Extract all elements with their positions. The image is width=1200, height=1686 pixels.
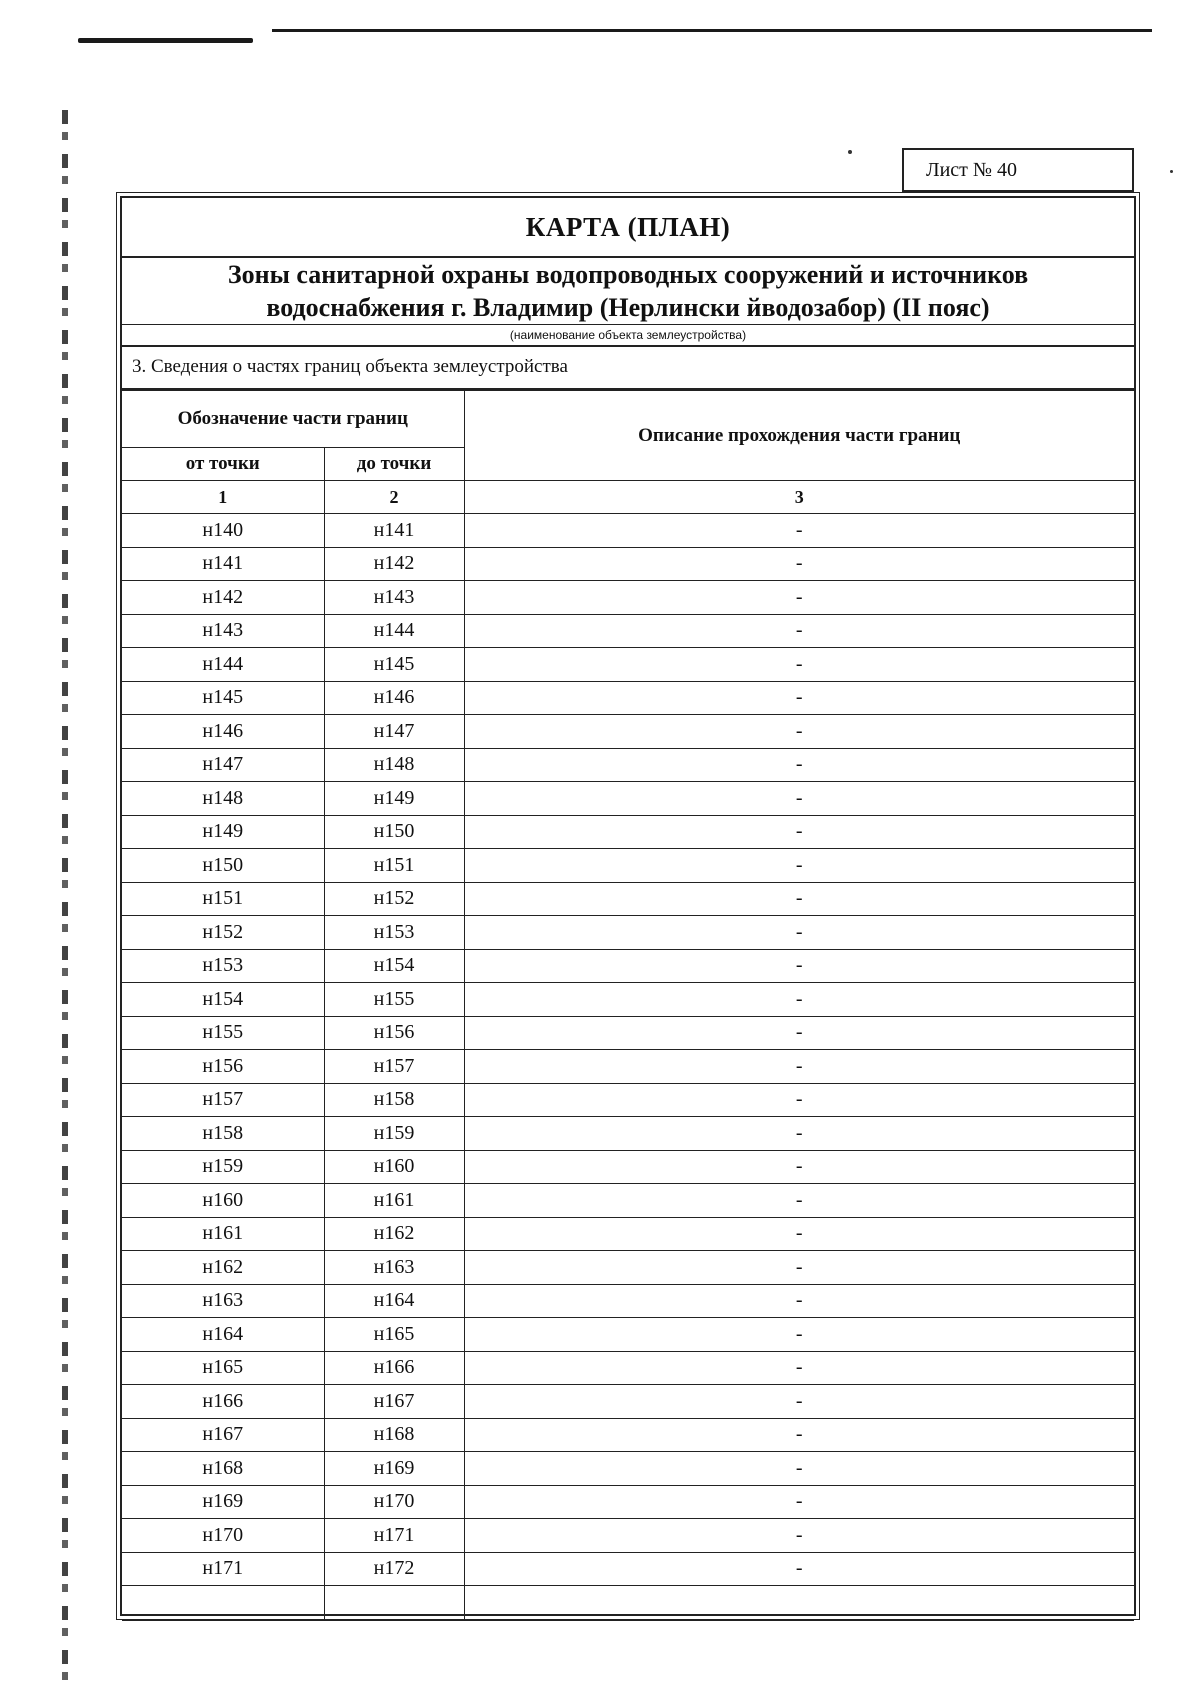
cell-from: н154	[122, 983, 324, 1017]
table-row	[122, 1083, 1134, 1117]
cell-desc: -	[464, 1083, 1134, 1117]
cell-from: н159	[122, 1150, 324, 1184]
cell-desc: -	[464, 1385, 1134, 1419]
cell-desc: -	[464, 547, 1134, 581]
table-row	[122, 1050, 1134, 1084]
table-row	[122, 815, 1134, 849]
column-number-2: 2	[324, 481, 464, 514]
cell-from: н153	[122, 949, 324, 983]
cell-from: н142	[122, 581, 324, 615]
cell-to: н166	[324, 1351, 464, 1385]
cell-desc: -	[464, 581, 1134, 615]
cell-to: н154	[324, 949, 464, 983]
cell-to: н160	[324, 1150, 464, 1184]
cell-from: н145	[122, 681, 324, 715]
cell-desc: -	[464, 782, 1134, 816]
header-to-point: до точки	[324, 448, 464, 481]
empty-cell	[464, 1586, 1134, 1621]
scan-artifact-edge	[62, 110, 68, 1680]
scan-artifact-speck	[1170, 170, 1173, 173]
table-row	[122, 1318, 1134, 1352]
cell-from: н167	[122, 1418, 324, 1452]
cell-from: н163	[122, 1284, 324, 1318]
cell-desc: -	[464, 1452, 1134, 1486]
cell-to: н153	[324, 916, 464, 950]
cell-to: н143	[324, 581, 464, 615]
table-row	[122, 983, 1134, 1017]
cell-to: н156	[324, 1016, 464, 1050]
cell-from: н166	[122, 1385, 324, 1419]
table-row	[122, 1150, 1134, 1184]
table-row	[122, 614, 1134, 648]
cell-to: н164	[324, 1284, 464, 1318]
cell-to: н141	[324, 514, 464, 548]
cell-from: н147	[122, 748, 324, 782]
cell-to: н144	[324, 614, 464, 648]
cell-from: н141	[122, 547, 324, 581]
cell-desc: -	[464, 748, 1134, 782]
cell-desc: -	[464, 882, 1134, 916]
cell-desc: -	[464, 1050, 1134, 1084]
sheet-number-box	[902, 148, 1134, 192]
cell-desc: -	[464, 715, 1134, 749]
cell-from: н150	[122, 849, 324, 883]
cell-desc: -	[464, 1519, 1134, 1553]
cell-to: н169	[324, 1452, 464, 1486]
cell-from: н171	[122, 1552, 324, 1586]
cell-from: н152	[122, 916, 324, 950]
cell-from: н170	[122, 1519, 324, 1553]
table-row	[122, 1016, 1134, 1050]
empty-cell	[324, 1586, 464, 1621]
cell-to: н155	[324, 983, 464, 1017]
empty-cell	[122, 1586, 324, 1621]
object-name-line-1: Зоны санитарной охраны водопроводных сооружений и источников	[227, 260, 1029, 289]
cell-from: н165	[122, 1351, 324, 1385]
cell-desc: -	[464, 1117, 1134, 1151]
table-row	[122, 681, 1134, 715]
cell-to: н170	[324, 1485, 464, 1519]
table-row	[122, 916, 1134, 950]
cell-desc: -	[464, 983, 1134, 1017]
cell-to: н163	[324, 1251, 464, 1285]
cell-from: н169	[122, 1485, 324, 1519]
cell-desc: -	[464, 648, 1134, 682]
cell-from: н146	[122, 715, 324, 749]
object-caption: (наименование объекта землеустройства)	[122, 324, 1134, 347]
table-row	[122, 1385, 1134, 1419]
header-from-point: от точки	[122, 448, 324, 481]
table-row	[122, 1351, 1134, 1385]
cell-to: н147	[324, 715, 464, 749]
cell-to: н165	[324, 1318, 464, 1352]
cell-desc: -	[464, 514, 1134, 548]
cell-desc: -	[464, 1251, 1134, 1285]
cell-to: н158	[324, 1083, 464, 1117]
cell-desc: -	[464, 815, 1134, 849]
cell-desc: -	[464, 916, 1134, 950]
cell-desc: -	[464, 614, 1134, 648]
cell-from: н143	[122, 614, 324, 648]
table-row	[122, 1519, 1134, 1553]
cell-desc: -	[464, 1150, 1134, 1184]
cell-desc: -	[464, 1418, 1134, 1452]
object-name	[122, 256, 1134, 324]
cell-to: н159	[324, 1117, 464, 1151]
cell-to: н145	[324, 648, 464, 682]
table-row	[122, 1284, 1134, 1318]
table-row	[122, 648, 1134, 682]
document-frame	[120, 196, 1136, 1616]
table-row	[122, 849, 1134, 883]
cell-from: н155	[122, 1016, 324, 1050]
cell-to: н142	[324, 547, 464, 581]
cell-to: н172	[324, 1552, 464, 1586]
cell-to: н171	[324, 1519, 464, 1553]
cell-from: н164	[122, 1318, 324, 1352]
table-row	[122, 1117, 1134, 1151]
cell-desc: -	[464, 1552, 1134, 1586]
cell-desc: -	[464, 681, 1134, 715]
cell-to: н150	[324, 815, 464, 849]
table-row	[122, 1485, 1134, 1519]
cell-from: н151	[122, 882, 324, 916]
table-row	[122, 1452, 1134, 1486]
cell-desc: -	[464, 1485, 1134, 1519]
table-row	[122, 748, 1134, 782]
page-title: КАРТА (ПЛАН)	[122, 198, 1134, 258]
cell-from: н158	[122, 1117, 324, 1151]
scan-artifact-line	[78, 38, 253, 43]
cell-desc: -	[464, 1351, 1134, 1385]
cell-to: н157	[324, 1050, 464, 1084]
scan-artifact-speck	[848, 150, 852, 154]
header-boundary-designation: Обозначение части границ	[122, 391, 464, 448]
table-header-row	[122, 391, 1134, 448]
cell-from: н156	[122, 1050, 324, 1084]
cell-desc: -	[464, 1016, 1134, 1050]
table-row	[122, 782, 1134, 816]
cell-desc: -	[464, 1217, 1134, 1251]
cell-from: н157	[122, 1083, 324, 1117]
cell-to: н161	[324, 1184, 464, 1218]
cell-to: н168	[324, 1418, 464, 1452]
scan-artifact-line	[272, 29, 1152, 32]
sheet-number: Лист № 40	[926, 158, 1017, 181]
cell-to: н152	[324, 882, 464, 916]
table-row	[122, 1552, 1134, 1586]
table-row	[122, 547, 1134, 581]
table-row	[122, 514, 1134, 548]
cell-desc: -	[464, 1318, 1134, 1352]
cell-from: н160	[122, 1184, 324, 1218]
column-number-3: 3	[464, 481, 1134, 514]
table-body	[122, 514, 1134, 1621]
section-title: 3. Сведения о частях границ объекта землеустройства	[122, 346, 1134, 390]
cell-from: н148	[122, 782, 324, 816]
column-number-1: 1	[122, 481, 324, 514]
cell-desc: -	[464, 849, 1134, 883]
table-row	[122, 581, 1134, 615]
table-row	[122, 949, 1134, 983]
empty-row	[122, 1586, 1134, 1621]
cell-from: н168	[122, 1452, 324, 1486]
cell-to: н151	[324, 849, 464, 883]
cell-from: н144	[122, 648, 324, 682]
cell-to: н149	[324, 782, 464, 816]
cell-desc: -	[464, 1284, 1134, 1318]
table-row	[122, 1184, 1134, 1218]
table-row	[122, 1251, 1134, 1285]
table-row	[122, 882, 1134, 916]
table-number-row	[122, 481, 1134, 514]
cell-desc: -	[464, 1184, 1134, 1218]
cell-to: н167	[324, 1385, 464, 1419]
cell-to: н146	[324, 681, 464, 715]
boundary-parts-table	[122, 390, 1134, 1621]
cell-from: н161	[122, 1217, 324, 1251]
header-description: Описание прохождения части границ	[464, 391, 1134, 481]
cell-to: н148	[324, 748, 464, 782]
cell-to: н162	[324, 1217, 464, 1251]
object-name-line-2: водоснабжения г. Владимир (Нерлински йводозабор) (II пояс)	[266, 293, 990, 322]
table-row	[122, 715, 1134, 749]
table-row	[122, 1217, 1134, 1251]
cell-from: н162	[122, 1251, 324, 1285]
cell-desc: -	[464, 949, 1134, 983]
table-row	[122, 1418, 1134, 1452]
cell-from: н149	[122, 815, 324, 849]
cell-from: н140	[122, 514, 324, 548]
